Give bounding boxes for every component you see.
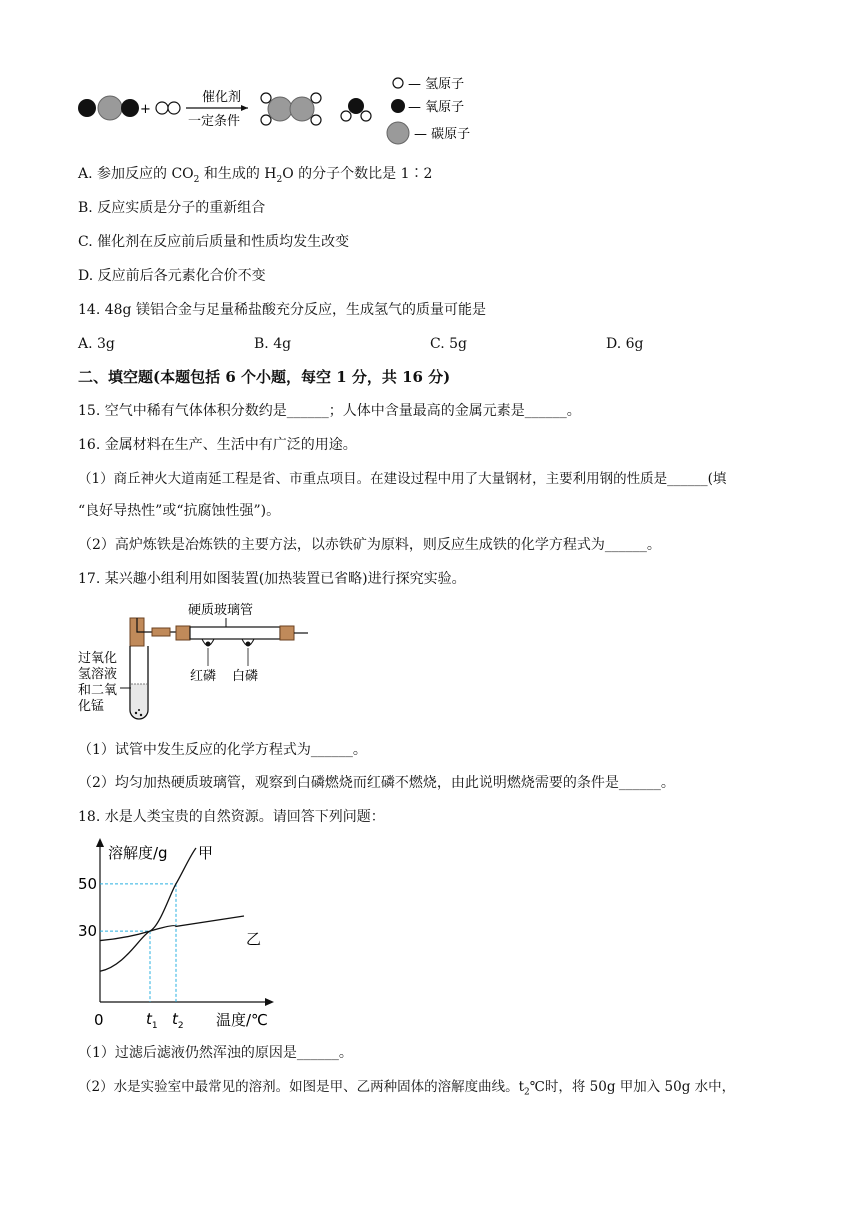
svg-text:— 氢原子: — 氢原子 [408, 77, 465, 92]
q13-option-d: D. 反应前后各元素化合价不变 [78, 268, 266, 284]
water-molecule [341, 98, 371, 121]
q18-part1: （1）过滤后滤液仍然浑浊的原因是______。 [78, 1045, 353, 1061]
series-label-yi: 乙 [246, 930, 262, 948]
h2-molecule [156, 102, 180, 114]
condition-label: 一定条件 [188, 114, 241, 129]
carbon-atom-icon [387, 122, 409, 144]
q18-stem: 18. 水是人类宝贵的自然资源。请回答下列问题： [78, 809, 385, 825]
q17-part1: （1）试管中发生反应的化学方程式为______。 [78, 742, 367, 758]
q13-option-a: A. 参加反应的 $CO_2$ 和生成的 $H_2O$ 的分子个数比是 1∶2 [78, 166, 433, 185]
reaction-diagram [76, 70, 486, 150]
q14-option-d: D. 6g [606, 336, 644, 352]
glass-tube [176, 626, 308, 647]
q16-part2: （2）高炉炼铁是冶炼铁的主要方法，以赤铁矿为原料，则反应生成铁的化学方程式为______。 [78, 537, 661, 553]
co2-molecule [78, 96, 139, 120]
q17-apparatus-diagram [76, 596, 316, 728]
svg-text:化锰: 化锰 [78, 699, 105, 714]
x-axis-label: 温度/℃ [216, 1011, 268, 1029]
red-phosphorus [206, 642, 211, 647]
hydrogen-atom-icon [393, 78, 403, 88]
q16-part1-cont: “良好导热性”或“抗腐蚀性强”)。 [78, 503, 281, 519]
svg-text:过氧化: 过氧化 [78, 651, 118, 666]
reagent-label [78, 650, 117, 714]
y-tick-50: 50 [78, 874, 98, 893]
q14-option-a: A. 3g [78, 336, 115, 352]
test-tube [130, 618, 148, 719]
product-molecule [261, 93, 321, 125]
plus-sign: + [140, 102, 151, 117]
atom-legend [387, 77, 470, 144]
curve-jia [100, 848, 196, 971]
y-axis [96, 838, 104, 1002]
svg-text:— 碳原子: — 碳原子 [414, 127, 471, 142]
q14-option-b: B. 4g [254, 336, 292, 352]
origin-label: 0 [94, 1011, 104, 1029]
q13-option-c: C. 催化剂在反应前后质量和性质均发生改变 [78, 234, 350, 250]
red-phosphorus-label: 红磷 [190, 669, 217, 684]
q18-part2: （2）水是实验室中最常见的溶剂。如图是甲、乙两种固体的溶解度曲线。$t_2℃$时，将 50g 甲加入 50g 水中， [78, 1079, 736, 1098]
solubility-chart [76, 834, 296, 1034]
svg-text:氢溶液: 氢溶液 [78, 667, 118, 682]
section-heading: 二、填空题(本题包括 6 个小题，每空 1 分，共 16 分) [78, 368, 451, 386]
y-axis-label: 溶解度/g [108, 844, 168, 862]
q15-stem: 15. 空气中稀有气体体积分数约是______；人体中含量最高的金属元素是______。 [78, 403, 581, 419]
white-phosphorus [246, 642, 251, 647]
q17-stem: 17. 某兴趣小组利用如图装置(加热装置已省略)进行探究实验。 [78, 571, 466, 587]
curve-yi [100, 916, 244, 941]
x-axis [100, 998, 274, 1006]
q17-part2: （2）均匀加热硬质玻璃管，观察到白磷燃烧而红磷不燃烧，由此说明燃烧需要的条件是______。 [78, 775, 675, 791]
white-phosphorus-label: 白磷 [232, 669, 259, 684]
series-label-jia: 甲 [198, 844, 214, 862]
q14-stem: 14. 48g 镁铝合金与足量稀盐酸充分反应，生成氢气的质量可能是 [78, 302, 486, 318]
q13-option-b: B. 反应实质是分子的重新组合 [78, 200, 266, 216]
y-tick-30: 30 [78, 922, 98, 941]
svg-text:和二氧: 和二氧 [78, 683, 118, 698]
oxygen-atom-icon [391, 99, 405, 113]
x-tick-t2: $t_2$ [172, 1010, 184, 1031]
glass-tube-label: 硬质玻璃管 [188, 603, 254, 618]
catalyst-label: 催化剂 [202, 90, 242, 105]
q16-part1: （1）商丘神火大道南延工程是省、市重点项目。在建设过程中用了大量钢材，主要利用钢的性质是______(填 [78, 471, 727, 487]
q16-stem: 16. 金属材料在生产、生活中有广泛的用途。 [78, 437, 357, 453]
x-tick-t1: $t_1$ [146, 1010, 158, 1031]
q14-option-c: C. 5g [430, 336, 467, 352]
svg-text:— 氧原子: — 氧原子 [408, 100, 465, 115]
